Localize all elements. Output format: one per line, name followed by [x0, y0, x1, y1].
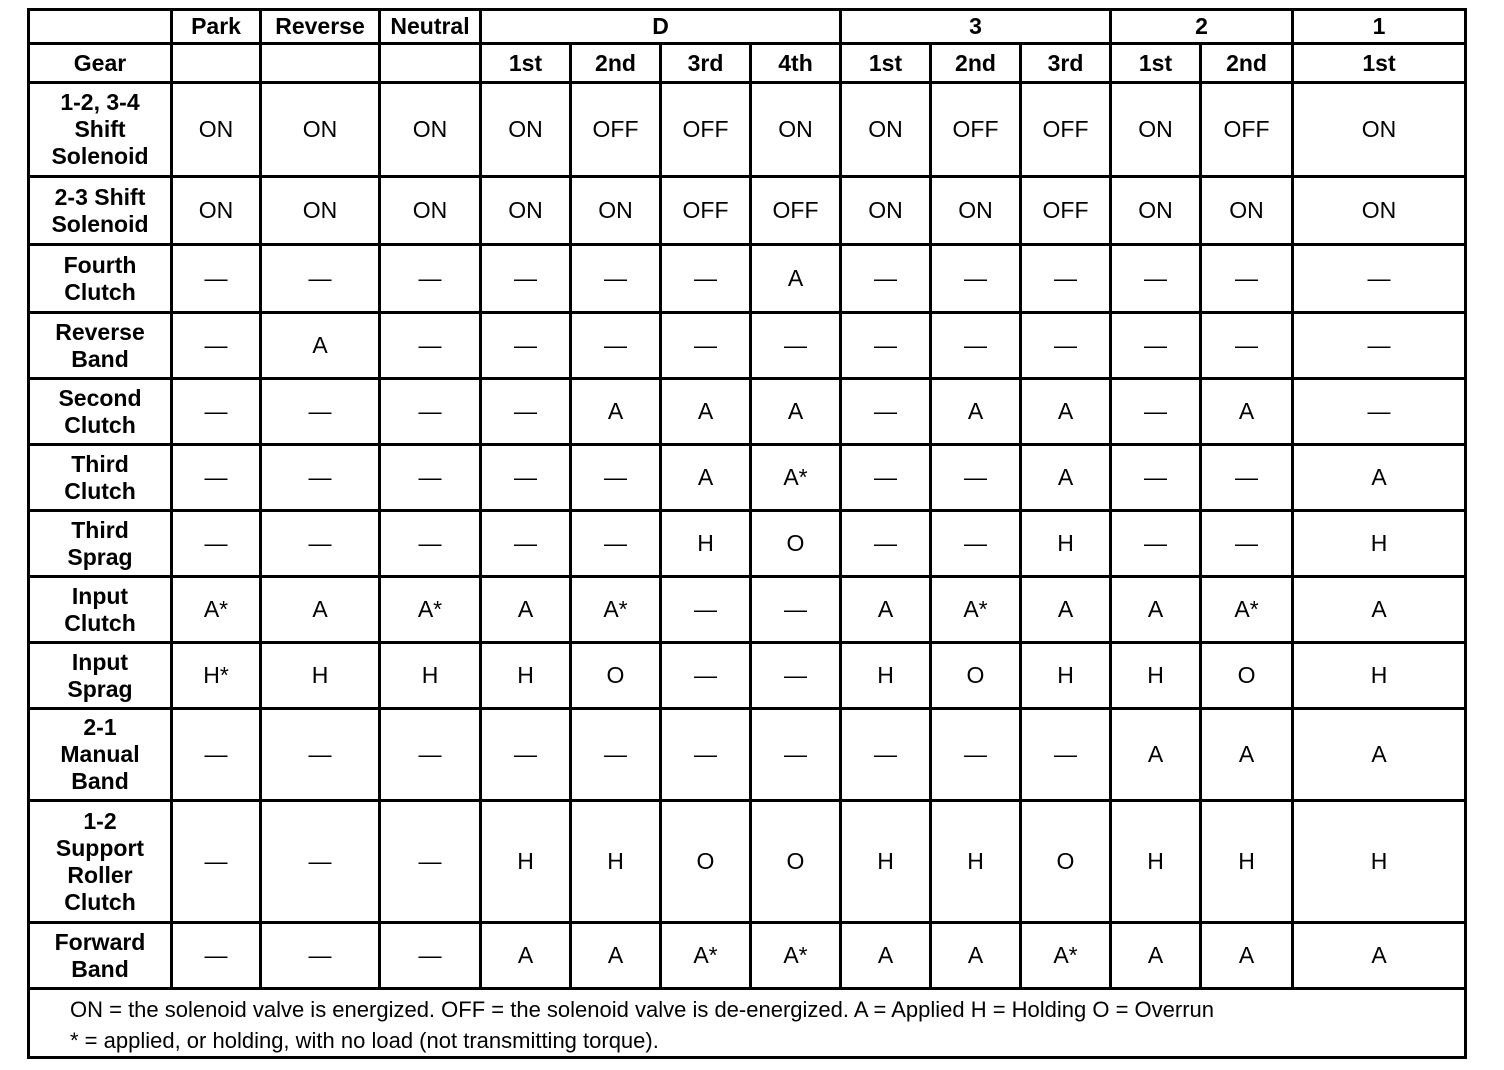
state-cell: ON: [841, 83, 931, 177]
state-cell: —: [172, 709, 261, 801]
state-cell: —: [380, 313, 481, 379]
sub-header: 2nd: [931, 44, 1021, 83]
state-cell: —: [380, 801, 481, 923]
state-cell: —: [380, 709, 481, 801]
state-cell: —: [1293, 245, 1466, 313]
state-cell: —: [261, 801, 380, 923]
state-cell: OFF: [751, 177, 841, 245]
state-cell: —: [571, 445, 661, 511]
state-cell: OFF: [571, 83, 661, 177]
state-cell: H: [1293, 801, 1466, 923]
state-cell: H: [1293, 643, 1466, 709]
state-cell: —: [481, 511, 571, 577]
state-cell: ON: [1293, 177, 1466, 245]
state-cell: —: [481, 445, 571, 511]
component-row: [29, 709, 1466, 801]
state-cell: H: [1021, 643, 1111, 709]
state-cell: A: [661, 445, 751, 511]
component-row: [29, 801, 1466, 923]
state-cell: A: [1021, 577, 1111, 643]
state-cell: O: [931, 643, 1021, 709]
state-cell: —: [841, 245, 931, 313]
sub-header: 2nd: [571, 44, 661, 83]
component-label: Reverse Band: [29, 313, 172, 379]
state-cell: OFF: [931, 83, 1021, 177]
sub-header: 3rd: [1021, 44, 1111, 83]
state-cell: H*: [172, 643, 261, 709]
state-cell: A: [751, 379, 841, 445]
state-cell: H: [380, 643, 481, 709]
state-cell: —: [1021, 245, 1111, 313]
state-cell: OFF: [661, 83, 751, 177]
state-cell: A: [261, 313, 380, 379]
state-cell: A: [1293, 923, 1466, 989]
state-cell: —: [261, 709, 380, 801]
state-cell: A: [1201, 709, 1293, 801]
state-cell: —: [931, 445, 1021, 511]
state-cell: —: [172, 445, 261, 511]
state-cell: —: [481, 313, 571, 379]
state-cell: —: [661, 709, 751, 801]
state-cell: A: [1293, 577, 1466, 643]
state-cell: —: [571, 313, 661, 379]
state-cell: ON: [1111, 83, 1201, 177]
state-cell: —: [751, 643, 841, 709]
sub-header: [380, 44, 481, 83]
state-cell: —: [172, 511, 261, 577]
component-row: [29, 83, 1466, 177]
state-cell: A: [571, 923, 661, 989]
state-cell: —: [172, 313, 261, 379]
state-cell: —: [172, 245, 261, 313]
component-label: 2-1 Manual Band: [29, 709, 172, 801]
state-cell: ON: [261, 83, 380, 177]
state-cell: ON: [1201, 177, 1293, 245]
state-cell: A: [841, 923, 931, 989]
component-label: 2-3 Shift Solenoid: [29, 177, 172, 245]
state-cell: —: [1201, 313, 1293, 379]
state-cell: ON: [481, 177, 571, 245]
legend: [29, 989, 1466, 1058]
state-cell: —: [481, 379, 571, 445]
state-cell: ON: [571, 177, 661, 245]
state-cell: —: [261, 923, 380, 989]
state-cell: —: [751, 709, 841, 801]
state-cell: A: [1021, 445, 1111, 511]
state-cell: A: [931, 379, 1021, 445]
state-cell: —: [261, 245, 380, 313]
state-cell: A: [1293, 445, 1466, 511]
state-cell: H: [1111, 643, 1201, 709]
state-cell: ON: [751, 83, 841, 177]
state-cell: A: [261, 577, 380, 643]
component-row: [29, 177, 1466, 245]
state-cell: —: [481, 245, 571, 313]
state-cell: OFF: [661, 177, 751, 245]
state-cell: ON: [172, 83, 261, 177]
state-cell: —: [841, 379, 931, 445]
state-cell: —: [841, 445, 931, 511]
state-cell: A*: [751, 923, 841, 989]
state-cell: A*: [571, 577, 661, 643]
state-cell: —: [1021, 709, 1111, 801]
state-cell: A: [1201, 923, 1293, 989]
state-cell: —: [1201, 511, 1293, 577]
component-row: [29, 245, 1466, 313]
state-cell: O: [571, 643, 661, 709]
state-cell: OFF: [1201, 83, 1293, 177]
component-row: [29, 577, 1466, 643]
state-cell: A*: [661, 923, 751, 989]
state-cell: —: [1111, 379, 1201, 445]
state-cell: OFF: [1021, 177, 1111, 245]
state-cell: —: [841, 313, 931, 379]
state-cell: ON: [931, 177, 1021, 245]
state-cell: A: [1111, 577, 1201, 643]
state-cell: —: [1293, 379, 1466, 445]
state-cell: H: [931, 801, 1021, 923]
component-label: Input Sprag: [29, 643, 172, 709]
state-cell: A: [571, 379, 661, 445]
state-cell: —: [661, 643, 751, 709]
state-cell: O: [1021, 801, 1111, 923]
state-cell: A: [481, 923, 571, 989]
state-cell: —: [931, 245, 1021, 313]
state-cell: —: [931, 313, 1021, 379]
state-cell: —: [172, 801, 261, 923]
header-park: Park: [172, 10, 261, 44]
header-3: 3: [841, 10, 1111, 44]
state-cell: A: [481, 577, 571, 643]
state-cell: H: [1293, 511, 1466, 577]
state-cell: ON: [380, 83, 481, 177]
legend-line-1: ON = the solenoid valve is energized. OFF = the solenoid valve is de-energized. A = Applied H = Holding O = Overrun: [70, 997, 1215, 1022]
header-d: D: [481, 10, 841, 44]
state-cell: —: [380, 923, 481, 989]
state-cell: ON: [261, 177, 380, 245]
state-cell: ON: [380, 177, 481, 245]
state-cell: —: [481, 709, 571, 801]
state-cell: —: [1293, 313, 1466, 379]
sub-header: 1st: [841, 44, 931, 83]
state-cell: H: [1111, 801, 1201, 923]
state-cell: —: [380, 379, 481, 445]
state-cell: —: [172, 379, 261, 445]
state-cell: O: [1201, 643, 1293, 709]
state-cell: A: [1111, 709, 1201, 801]
component-row: [29, 445, 1466, 511]
state-cell: —: [571, 709, 661, 801]
sub-header: 1st: [481, 44, 571, 83]
state-cell: H: [841, 801, 931, 923]
range-header-row: [29, 10, 1466, 44]
state-cell: A*: [1201, 577, 1293, 643]
state-cell: ON: [1293, 83, 1466, 177]
state-cell: —: [1111, 511, 1201, 577]
state-cell: A: [931, 923, 1021, 989]
state-cell: A*: [1021, 923, 1111, 989]
header-reverse: Reverse: [261, 10, 380, 44]
state-cell: —: [841, 511, 931, 577]
component-label: Input Clutch: [29, 577, 172, 643]
legend-row: [29, 989, 1466, 1058]
state-cell: —: [661, 577, 751, 643]
state-cell: —: [661, 313, 751, 379]
state-cell: —: [380, 445, 481, 511]
state-cell: ON: [172, 177, 261, 245]
header-1: 1: [1293, 10, 1466, 44]
state-cell: —: [751, 313, 841, 379]
header-2: 2: [1111, 10, 1293, 44]
state-cell: —: [571, 245, 661, 313]
component-label: Third Sprag: [29, 511, 172, 577]
state-cell: —: [841, 709, 931, 801]
component-label: Fourth Clutch: [29, 245, 172, 313]
state-cell: —: [931, 709, 1021, 801]
state-cell: O: [661, 801, 751, 923]
gear-label: Gear: [29, 44, 172, 83]
state-cell: OFF: [1021, 83, 1111, 177]
state-cell: A*: [751, 445, 841, 511]
state-cell: ON: [1111, 177, 1201, 245]
state-cell: —: [261, 445, 380, 511]
legend-line-2: * = applied, or holding, with no load (not transmitting torque).: [70, 1028, 659, 1053]
state-cell: —: [1111, 313, 1201, 379]
state-cell: —: [1201, 445, 1293, 511]
component-label: 1-2, 3-4 Shift Solenoid: [29, 83, 172, 177]
state-cell: —: [1111, 445, 1201, 511]
state-cell: —: [751, 577, 841, 643]
state-cell: A: [1201, 379, 1293, 445]
state-cell: —: [571, 511, 661, 577]
component-rows: [29, 83, 1466, 989]
state-cell: H: [571, 801, 661, 923]
state-cell: H: [261, 643, 380, 709]
header-neutral: Neutral: [380, 10, 481, 44]
state-cell: A*: [380, 577, 481, 643]
state-cell: O: [751, 511, 841, 577]
state-cell: —: [1021, 313, 1111, 379]
sub-header: 1st: [1293, 44, 1466, 83]
state-cell: A: [841, 577, 931, 643]
component-row: [29, 511, 1466, 577]
state-cell: —: [931, 511, 1021, 577]
state-cell: A: [751, 245, 841, 313]
state-cell: —: [1111, 245, 1201, 313]
component-row: [29, 923, 1466, 989]
state-cell: A*: [172, 577, 261, 643]
component-row: [29, 313, 1466, 379]
corner-cell: [29, 10, 172, 44]
component-label: Third Clutch: [29, 445, 172, 511]
sub-header: 2nd: [1201, 44, 1293, 83]
sub-header: 1st: [1111, 44, 1201, 83]
state-cell: ON: [841, 177, 931, 245]
state-cell: O: [751, 801, 841, 923]
state-cell: A: [1021, 379, 1111, 445]
component-label: 1-2 Support Roller Clutch: [29, 801, 172, 923]
state-cell: —: [1201, 245, 1293, 313]
state-cell: H: [661, 511, 751, 577]
state-cell: A*: [931, 577, 1021, 643]
state-cell: H: [481, 801, 571, 923]
component-label: Forward Band: [29, 923, 172, 989]
state-cell: —: [380, 245, 481, 313]
state-cell: —: [661, 245, 751, 313]
state-cell: H: [841, 643, 931, 709]
clutch-application-chart: [27, 8, 1467, 1059]
state-cell: —: [172, 923, 261, 989]
state-cell: A: [1293, 709, 1466, 801]
component-row: [29, 643, 1466, 709]
state-cell: A: [1111, 923, 1201, 989]
state-cell: ON: [481, 83, 571, 177]
sub-header: [172, 44, 261, 83]
component-row: [29, 379, 1466, 445]
state-cell: A: [661, 379, 751, 445]
sub-header: 4th: [751, 44, 841, 83]
state-cell: H: [1021, 511, 1111, 577]
state-cell: —: [261, 511, 380, 577]
gear-header-row: [29, 44, 1466, 83]
state-cell: —: [380, 511, 481, 577]
component-label: Second Clutch: [29, 379, 172, 445]
state-cell: H: [481, 643, 571, 709]
state-cell: —: [261, 379, 380, 445]
sub-header: 3rd: [661, 44, 751, 83]
state-cell: H: [1201, 801, 1293, 923]
sub-header: [261, 44, 380, 83]
